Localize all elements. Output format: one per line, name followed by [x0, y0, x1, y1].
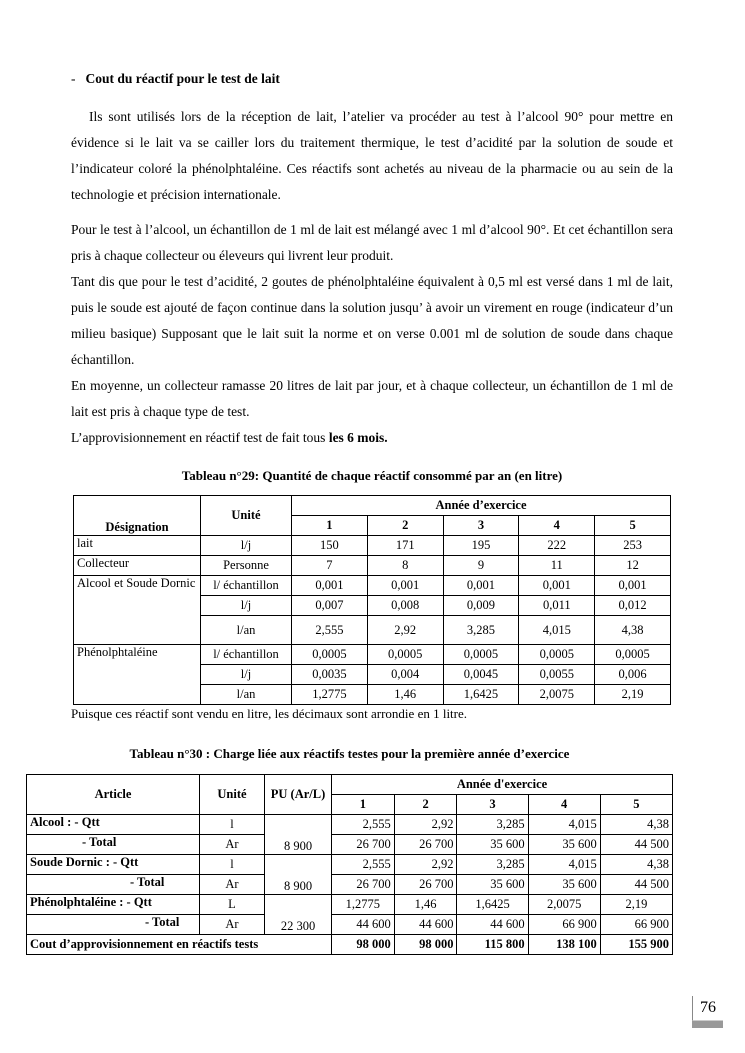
- t30-cell: 4,38: [600, 855, 672, 875]
- t29-cell: 8: [367, 556, 443, 576]
- t29-cell: 0,012: [595, 596, 671, 616]
- t30-cell: 66 900: [600, 915, 672, 935]
- t29-header-designation: Désignation: [74, 496, 201, 536]
- t30-cell: 2,0075: [528, 895, 600, 915]
- t29-cell: 0,006: [595, 665, 671, 685]
- t30-cell: 44 600: [332, 915, 395, 935]
- t29-cell: 222: [519, 536, 595, 556]
- t29-year: 2: [367, 516, 443, 536]
- t29-cell: 3,285: [443, 616, 519, 645]
- t30-year: 3: [457, 795, 528, 815]
- t30-header-pu: PU (Ar/L): [265, 775, 332, 815]
- table30-caption: Tableau n°30 : Charge liée aux réactifs testes pour la première année d’exercice: [129, 746, 570, 761]
- t30-cell: Ar: [200, 835, 265, 855]
- t29-cell: 0,001: [292, 576, 368, 596]
- table29-caption: Tableau n°29: Quantité de chaque réactif consommé par an (en litre): [181, 468, 563, 483]
- t30-cell: l: [200, 815, 265, 835]
- t30-year: 5: [600, 795, 672, 815]
- table-29: [73, 495, 671, 705]
- t29-cell: 195: [443, 536, 519, 556]
- t29-cell: 0,001: [443, 576, 519, 596]
- t30-year: 4: [528, 795, 600, 815]
- t30-cell: - Total: [27, 875, 200, 895]
- t29-cell: 2,92: [367, 616, 443, 645]
- t30-cell: Soude Dornic : - Qtt: [27, 855, 200, 875]
- t29-cell: 171: [367, 536, 443, 556]
- t29-year: 3: [443, 516, 519, 536]
- t30-cell: 44 500: [600, 835, 672, 855]
- t29-cell: 0,0005: [519, 645, 595, 665]
- t30-cell: 3,285: [457, 815, 528, 835]
- t29-header-unite: Unité: [201, 496, 292, 536]
- table-row: [74, 576, 671, 596]
- table-row: [27, 875, 673, 895]
- t30-cell: 26 700: [332, 875, 395, 895]
- table-row: [74, 556, 671, 576]
- t30-cell: 138 100: [528, 935, 600, 955]
- paragraph-1: Ils sont utilisés lors de la réception de lait, l’atelier va procéder au test à l’alcool 90° pour mettre en évidence si le lait va se cailler lors du traitement thermique, le test d’acidité par la solution de soude et l’indicateur coloré la phénolphtaléine. Ces réactifs sont achetés au niveau de la pharmacie ou au sein de la technologie et précision internationale.: [71, 109, 673, 202]
- t29-cell: l/ échantillon: [201, 645, 292, 665]
- t30-cell: 35 600: [528, 875, 600, 895]
- t30-cell: 155 900: [600, 935, 672, 955]
- t29-cell: 150: [292, 536, 368, 556]
- t30-cell: 4,015: [528, 855, 600, 875]
- t30-cell: 4,015: [528, 815, 600, 835]
- t30-cell: Ar: [200, 875, 265, 895]
- t30-cell: - Total: [27, 835, 200, 855]
- table-row: [27, 815, 673, 835]
- table-row: [74, 536, 671, 556]
- t29-cell: 2,555: [292, 616, 368, 645]
- t30-cell: 1,6425: [457, 895, 528, 915]
- t29-cell: l/ échantillon: [201, 576, 292, 596]
- t30-cell: - Total: [27, 915, 200, 935]
- t29-cell: 0,0005: [595, 645, 671, 665]
- table-row: [27, 935, 673, 955]
- table-row: [27, 895, 673, 915]
- t29-cell: 0,001: [595, 576, 671, 596]
- t30-cell: 35 600: [457, 875, 528, 895]
- t30-cell: 2,92: [394, 815, 457, 835]
- t30-cell: 3,285: [457, 855, 528, 875]
- t29-cell: l/j: [201, 665, 292, 685]
- t29-cell: 2,19: [595, 685, 671, 705]
- section-title: - Cout du réactif pour le test de lait: [71, 71, 280, 86]
- t30-cell: 2,555: [332, 815, 395, 835]
- t29-cell: 0,009: [443, 596, 519, 616]
- t30-header-article: Article: [27, 775, 200, 815]
- t29-cell: 0,004: [367, 665, 443, 685]
- t30-cell: 4,38: [600, 815, 672, 835]
- t30-cell: 22 300: [265, 895, 332, 935]
- t30-cell: l: [200, 855, 265, 875]
- t30-cell: 26 700: [394, 835, 457, 855]
- paragraph-5: L’approvisionnement en réactif test de fait tous les 6 mois.: [71, 430, 388, 445]
- t29-cell: 0,0045: [443, 665, 519, 685]
- t30-cell: 35 600: [457, 835, 528, 855]
- t30-cell: 26 700: [332, 835, 395, 855]
- t29-cell: 9: [443, 556, 519, 576]
- t29-cell: 1,2775: [292, 685, 368, 705]
- t30-cell: 26 700: [394, 875, 457, 895]
- t30-cell: Cout d’approvisionnement en réactifs tests: [27, 935, 332, 955]
- t30-year: 2: [394, 795, 457, 815]
- page-number-bar: [692, 1021, 723, 1028]
- t29-cell: 0,001: [367, 576, 443, 596]
- t30-year: 1: [332, 795, 395, 815]
- t30-header-annee: Année d'exercice: [332, 775, 673, 795]
- t29-cell: 1,6425: [443, 685, 519, 705]
- t29-cell: lait: [74, 536, 201, 556]
- t29-cell: 1,46: [367, 685, 443, 705]
- paragraph-4: En moyenne, un collecteur ramasse 20 litres de lait par jour, et à chaque collecteur, un échantillon de 1 ml de lait est pris à chaque type de test.: [71, 378, 673, 419]
- t30-cell: 2,555: [332, 855, 395, 875]
- t30-cell: 1,46: [394, 895, 457, 915]
- paragraph-2: Pour le test à l’alcool, un échantillon de 1 ml de lait est mélangé avec 1 ml d’alcool 90°. Et cet échantillon sera pris à chaque collecteur ou éleveurs qui livrent leur produit.: [71, 222, 673, 263]
- t30-cell: 44 500: [600, 875, 672, 895]
- t29-cell: 0,011: [519, 596, 595, 616]
- t29-cell: 2,0075: [519, 685, 595, 705]
- t29-cell: 253: [595, 536, 671, 556]
- t29-cell: 0,008: [367, 596, 443, 616]
- t29-year: 5: [595, 516, 671, 536]
- t29-year: 1: [292, 516, 368, 536]
- t30-cell: 8 900: [265, 815, 332, 855]
- paragraphs-block: [71, 217, 673, 451]
- t30-cell: 1,2775: [332, 895, 395, 915]
- table-row: [27, 915, 673, 935]
- t29-cell: l/j: [201, 596, 292, 616]
- table-row: [27, 835, 673, 855]
- paragraph-3: Tant dis que pour le test d’acidité, 2 goutes de phénolphtaléine équivalent à 0,5 ml est versé dans 1 ml de lait, puis le soude est ajouté de façon continue dans la solution jusqu’ à avoir un virement en rouge (indicateur d’un milieu basique) Supposant que le lait suit la norme et on verse 0.001 ml de solution de soude dans chaque échantillon.: [71, 274, 673, 367]
- t29-cell: Collecteur: [74, 556, 201, 576]
- t30-cell: 115 800: [457, 935, 528, 955]
- t30-cell: L: [200, 895, 265, 915]
- t29-cell: l/an: [201, 685, 292, 705]
- t29-cell: 4,015: [519, 616, 595, 645]
- t29-cell: 0,0005: [367, 645, 443, 665]
- t29-cell: l/an: [201, 616, 292, 645]
- table-30: [26, 774, 673, 955]
- t29-cell: 7: [292, 556, 368, 576]
- t29-cell: 0,0005: [292, 645, 368, 665]
- t30-cell: 44 600: [394, 915, 457, 935]
- t29-cell: 4,38: [595, 616, 671, 645]
- t29-cell: Personne: [201, 556, 292, 576]
- t30-cell: 66 900: [528, 915, 600, 935]
- t29-cell: 12: [595, 556, 671, 576]
- t30-cell: 35 600: [528, 835, 600, 855]
- t30-cell: Phénolphtaléine : - Qtt: [27, 895, 200, 915]
- t29-year: 4: [519, 516, 595, 536]
- t30-cell: 2,19: [600, 895, 672, 915]
- t30-cell: 2,92: [394, 855, 457, 875]
- t29-cell: 0,001: [519, 576, 595, 596]
- t30-header-unite: Unité: [200, 775, 265, 815]
- t30-cell: 98 000: [332, 935, 395, 955]
- t29-cell: 0,007: [292, 596, 368, 616]
- t29-cell: Phénolphtaléine: [74, 645, 201, 705]
- t29-cell: 0,0035: [292, 665, 368, 685]
- t29-cell: 0,0055: [519, 665, 595, 685]
- t29-cell: Alcool et Soude Dornic: [74, 576, 201, 645]
- table29-note: Puisque ces réactif sont vendu en litre, les décimaux sont arrondie en 1 litre.: [71, 706, 468, 721]
- t30-cell: 8 900: [265, 855, 332, 895]
- t30-cell: Alcool : - Qtt: [27, 815, 200, 835]
- t29-cell: 11: [519, 556, 595, 576]
- t29-header-annee: Année d’exercice: [292, 496, 671, 516]
- t29-cell: 0,0005: [443, 645, 519, 665]
- t29-cell: l/j: [201, 536, 292, 556]
- t30-cell: 44 600: [457, 915, 528, 935]
- table-row: [27, 855, 673, 875]
- t30-cell: Ar: [200, 915, 265, 935]
- page-number: 76: [692, 996, 723, 1021]
- t30-cell: 98 000: [394, 935, 457, 955]
- table-row: [74, 645, 671, 665]
